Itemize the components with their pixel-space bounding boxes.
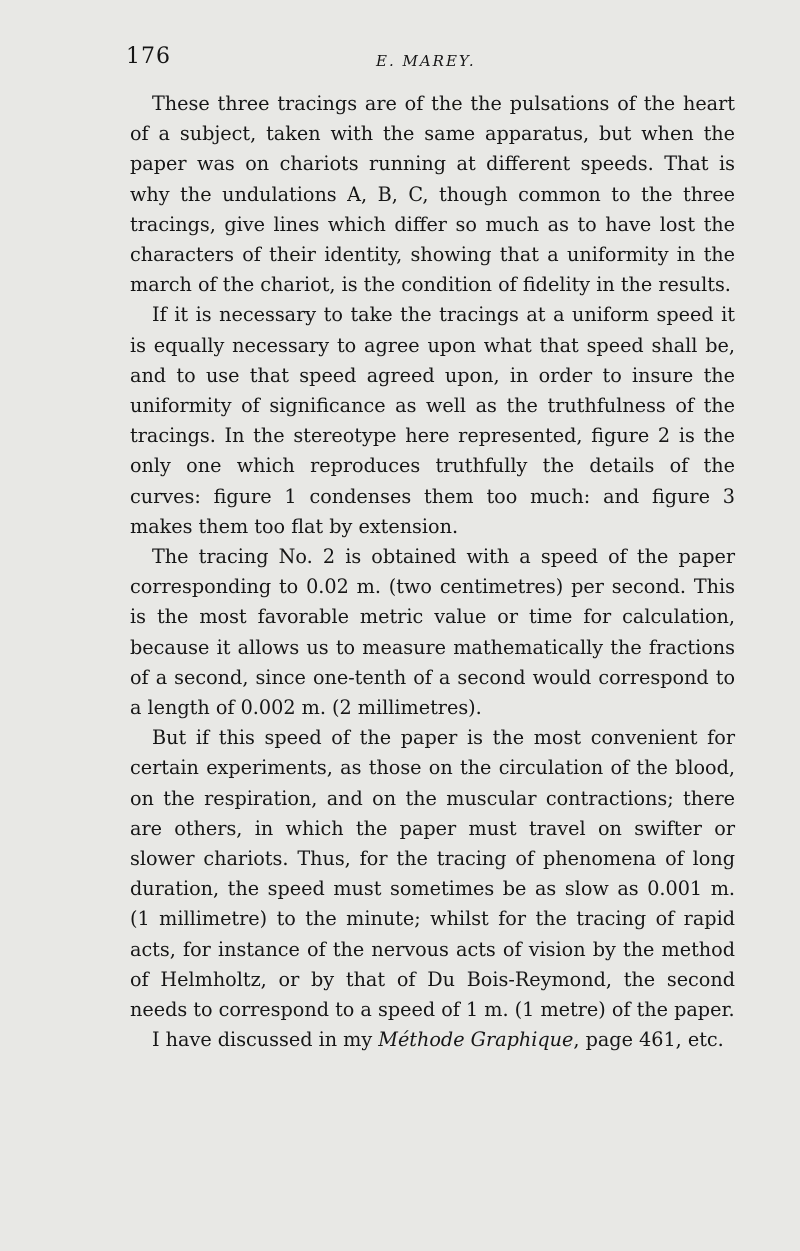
page-number: 176 (126, 44, 171, 69)
closing-text-end: , page 461, etc. (573, 1028, 724, 1052)
paragraph-3: The tracing No. 2 is obtained with a speed of the paper corresponding to 0.02 m. (two centimetres) per second. This is the most favorable metric value or time for calculation, because it allows us to measure mathematically the fractions of a second, since one-tenth of a second would correspond to a length of 0.002 m. (2 millimetres). (130, 545, 735, 720)
paragraph-2: If it is necessary to take the tracings at a uniform speed it is equally necessary to agree upon what that speed shall be, and to use that speed agreed upon, in order to insure the uniformity of significance as well as the truthfulness of the tracings. In the stereotype here represented, figure 2 is the only one which reproduces truthfully the details of the curves: figure 1 condenses them too much: and figure 3 makes them too flat by extension. (130, 303, 735, 538)
body-text (130, 89, 735, 1056)
closing-text-start: I have discussed in my (152, 1028, 379, 1052)
page-header (0, 44, 800, 80)
closing-paragraph (130, 1025, 735, 1055)
running-head: E. MAREY. (376, 52, 476, 70)
paragraph-1: These three tracings are of the the pulsations of the heart of a subject, taken with the same apparatus, but when the paper was on chariots running at different speeds. That is why the undulations A, B, C, though common to the three tracings, give lines which differ so much as to have lost the characters of their identity, showing that a uniformity in the march of the chariot, is the condition of fidelity in the results. (130, 92, 735, 297)
book-title: Méthode Graphique (378, 1028, 574, 1052)
paragraph-4: But if this speed of the paper is the most convenient for certain experiments, as those on the circulation of the blood, on the respiration, and on the muscular contractions; there are others, in which the paper must travel on swifter or slower chariots. Thus, for the tracing of phenomena of long duration, the speed must sometimes be as slow as 0.001 m. (1 millimetre) to the minute; whilst for the tracing of rapid acts, for instance of the nervous acts of vision by the method of Helmholtz, or by that of Du Bois-Reymond, the second needs to correspond to a speed of 1 m. (1 metre) of the paper. (130, 726, 735, 1022)
